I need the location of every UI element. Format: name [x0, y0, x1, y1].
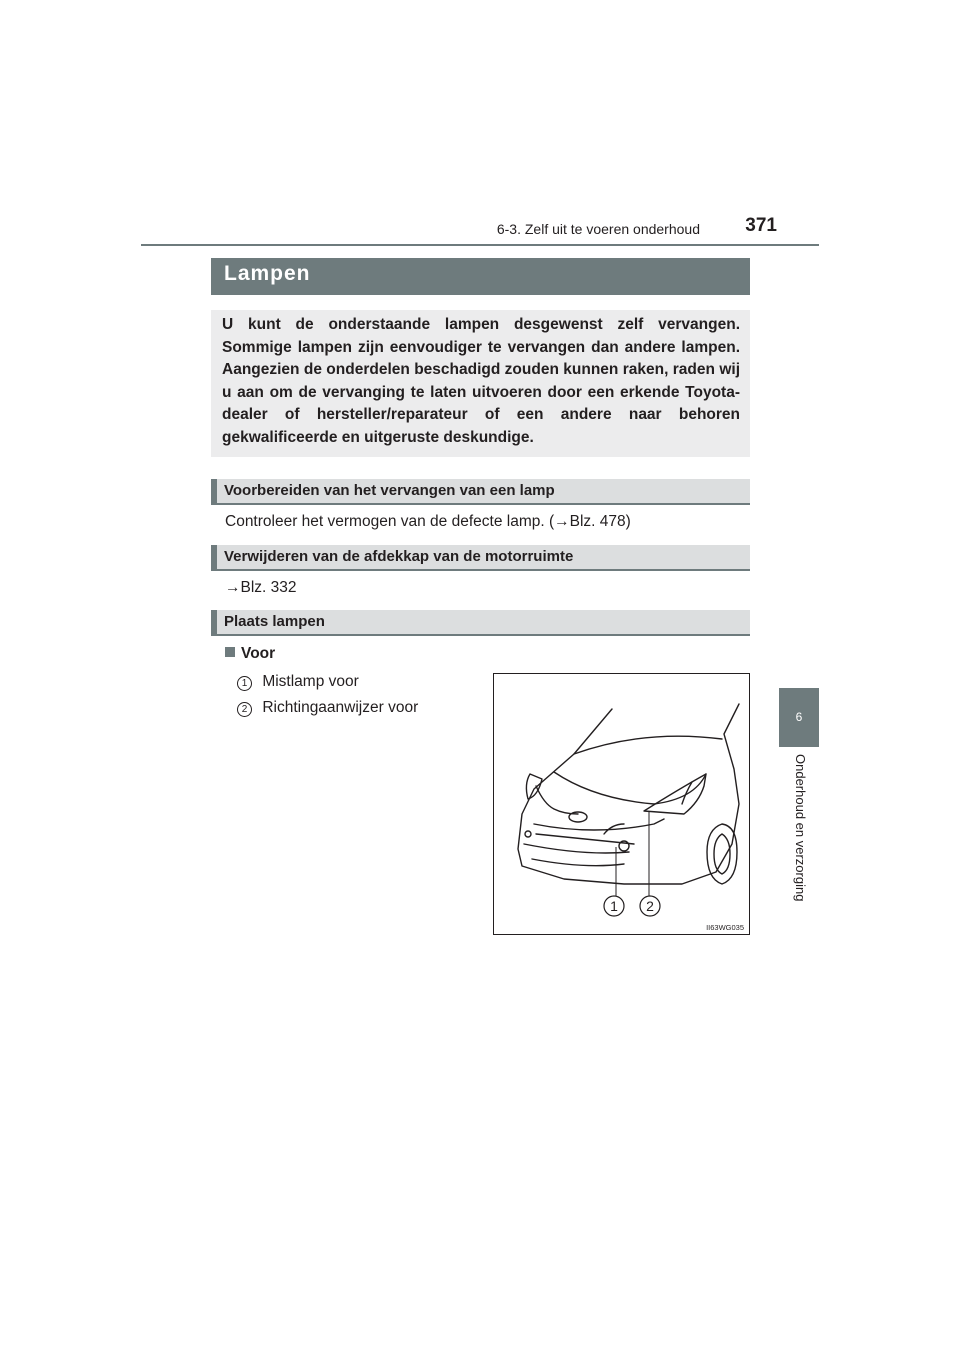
subsection-label: Voor: [241, 645, 276, 662]
page-number: 371: [745, 215, 777, 236]
header-rule: [141, 244, 819, 246]
section-heading-cover: [211, 545, 750, 571]
figure-code: II63WG035: [706, 923, 744, 932]
figure-callout: 2: [646, 898, 654, 914]
section-accent: [211, 479, 217, 505]
section-heading-prepare: [211, 479, 750, 505]
chapter-number: 6: [795, 710, 803, 724]
section-heading-lamp-locations: [211, 610, 750, 636]
section-heading-label: Verwijderen van de afdekkap van de motorruimte: [224, 548, 574, 565]
callout-number: 2: [237, 702, 252, 717]
callout-number: 1: [237, 676, 252, 691]
list-item-label: Mistlamp voor: [262, 673, 359, 690]
section-body-prepare: Controleer het vermogen van de defecte lamp. (→Blz. 478): [225, 513, 631, 530]
list-item: [237, 699, 418, 717]
list-item: [237, 673, 359, 691]
section-accent: [211, 610, 217, 636]
figure-callout: 1: [610, 898, 618, 914]
section-heading-label: Plaats lampen: [224, 613, 325, 630]
subsection-front: [225, 645, 275, 663]
section-heading-label: Voorbereiden van het vervangen van een lamp: [224, 482, 555, 499]
list-item-label: Richtingaanwijzer voor: [262, 699, 419, 716]
section-body-cover: →Blz. 332: [225, 579, 297, 596]
page-title: Lampen: [224, 262, 311, 285]
chapter-title: Onderhoud en verzorging: [793, 754, 808, 902]
square-bullet-icon: [225, 647, 235, 657]
car-front-drawing: [494, 674, 749, 934]
car-front-illustration: [493, 673, 750, 935]
intro-text: U kunt de onderstaande lampen desgewenst zelf vervangen. Sommige lampen zijn eenvoudiger te vervangen dan andere lampen. Aangezien de onderdelen beschadigd zouden kunnen raken, raden wij u aan om de vervanging te laten uitvoeren door een erkende Toyota-dealer of hersteller/reparateur of een andere naar behoren gekwalificeerde en uitgeruste deskundige.: [222, 316, 740, 446]
header-section-title: 6-3. Zelf uit te voeren onderhoud: [496, 221, 700, 237]
section-accent: [211, 545, 217, 571]
